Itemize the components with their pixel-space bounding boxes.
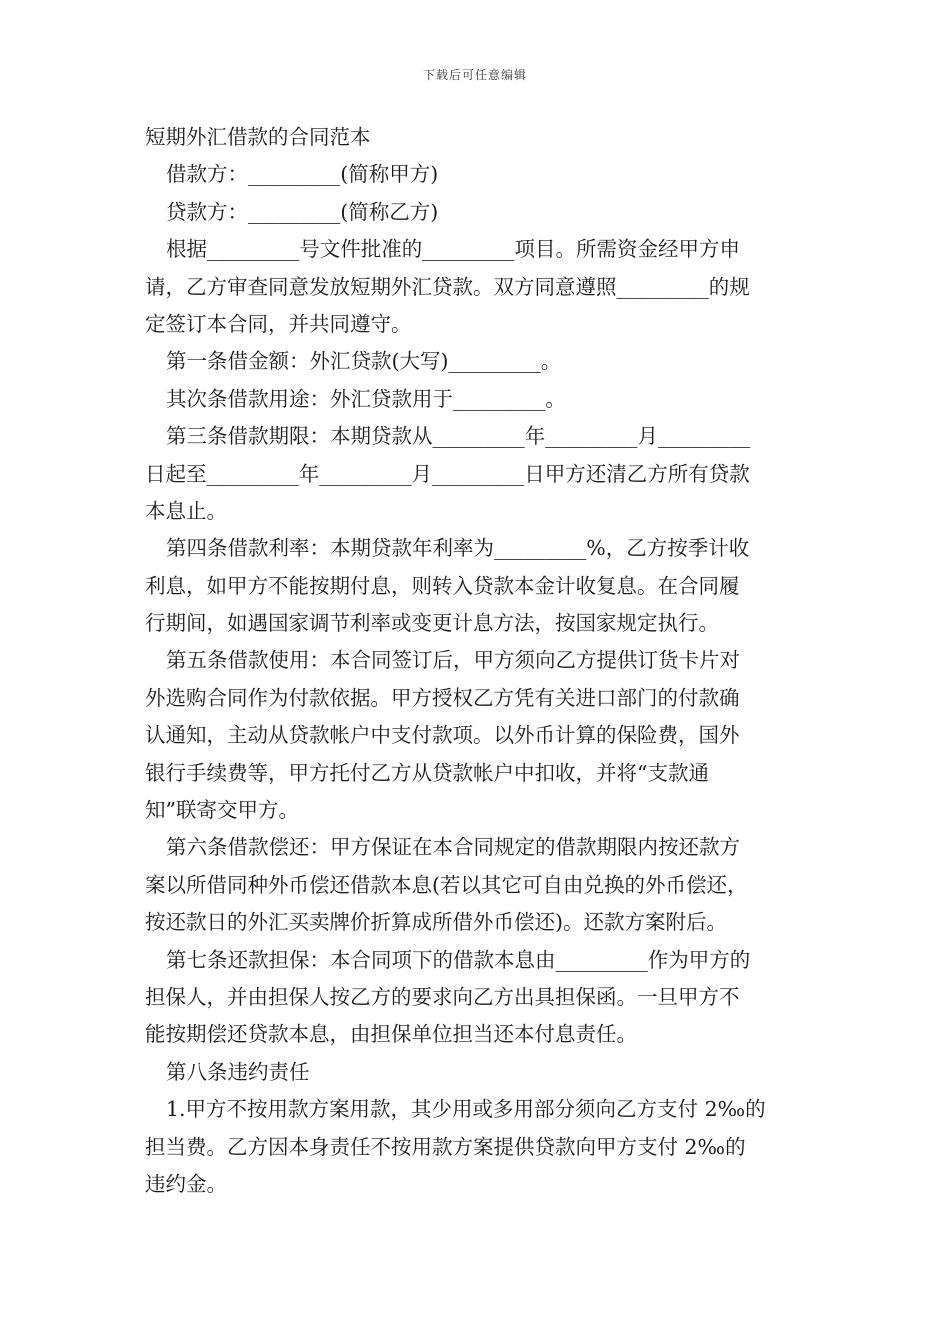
- document-line: 担保人，并由担保人按乙方的要求向乙方出具担保函。一旦甲方不: [145, 984, 740, 1009]
- document-line: 日起至_________年_________月_________日甲方还清乙方所有贷款: [145, 461, 750, 486]
- document-line: 第一条借金额：外汇贷款(大写)_________。: [166, 349, 562, 374]
- document-line: 第三条借款期限：本期贷款从_________年_________月_________: [166, 424, 751, 449]
- document-line: 银行手续费等，甲方托付乙方从贷款帐户中扣收，并将“支款通: [145, 760, 709, 785]
- contract-body: [145, 119, 809, 1203]
- document-line: 认通知，主动从贷款帐户中支付款项。以外币计算的保险费，国外: [145, 723, 740, 748]
- page-header: 下载后可任意编辑: [422, 68, 527, 82]
- document-title: 短期外汇借款的合同范本: [145, 125, 371, 149]
- document-line: 本息止。: [145, 498, 227, 523]
- document-line: 定签订本合同，并共同遵守。: [145, 311, 412, 336]
- document-line: 行期间，如遇国家调节利率或变更计息方法，按国家规定执行。: [145, 611, 719, 636]
- document-line: 外选购合同作为付款依据。甲方授权乙方凭有关进口部门的付款确: [145, 685, 740, 710]
- document-line: 能按期偿还贷款本息，由担保单位担当还本付息责任。: [145, 1022, 637, 1047]
- document-line: 案以所借同种外币偿还借款本息(若以其它可自由兑换的外币偿还，: [145, 872, 748, 897]
- document-line: 利息，如甲方不能按期付息，则转入贷款本金计收复息。在合同履: [145, 573, 740, 598]
- document-line: 根据_________号文件批准的_________项目。所需资金经甲方申: [166, 237, 740, 262]
- document-line: 贷款方：_________(简称乙方): [166, 199, 439, 224]
- document-line: 借款方：_________(简称甲方): [166, 162, 439, 187]
- document-line: 其次条借款用途：外汇贷款用于_________。: [166, 386, 566, 411]
- document-line: 知”联寄交甲方。: [145, 798, 299, 823]
- document-line: 第六条借款偿还：甲方保证在本合同规定的借款期限内按还款方: [166, 835, 740, 860]
- document-line: 担当费。乙方因本身责任不按用款方案提供贷款向甲方支付 2‰的: [145, 1134, 746, 1159]
- document-line: 按还款日的外汇买卖牌价折算成所借外币偿还)。还款方案附后。: [145, 910, 727, 935]
- document-line: 违约金。: [145, 1171, 227, 1196]
- document-line: 1.甲方不按用款方案用款，其少用或多用部分须向乙方支付 2‰的: [166, 1097, 766, 1122]
- document-line: 第八条违约责任: [166, 1059, 310, 1084]
- document-line: 第五条借款使用：本合同签订后，甲方须向乙方提供订货卡片对: [166, 648, 740, 673]
- document-line: 请，乙方审查同意发放短期外汇贷款。双方同意遵照_________的规: [145, 274, 750, 299]
- document-line: 第七条还款担保：本合同项下的借款本息由_________作为甲方的: [166, 947, 751, 972]
- document-line: 第四条借款利率：本期贷款年利率为_________%，乙方按季计收: [166, 536, 750, 561]
